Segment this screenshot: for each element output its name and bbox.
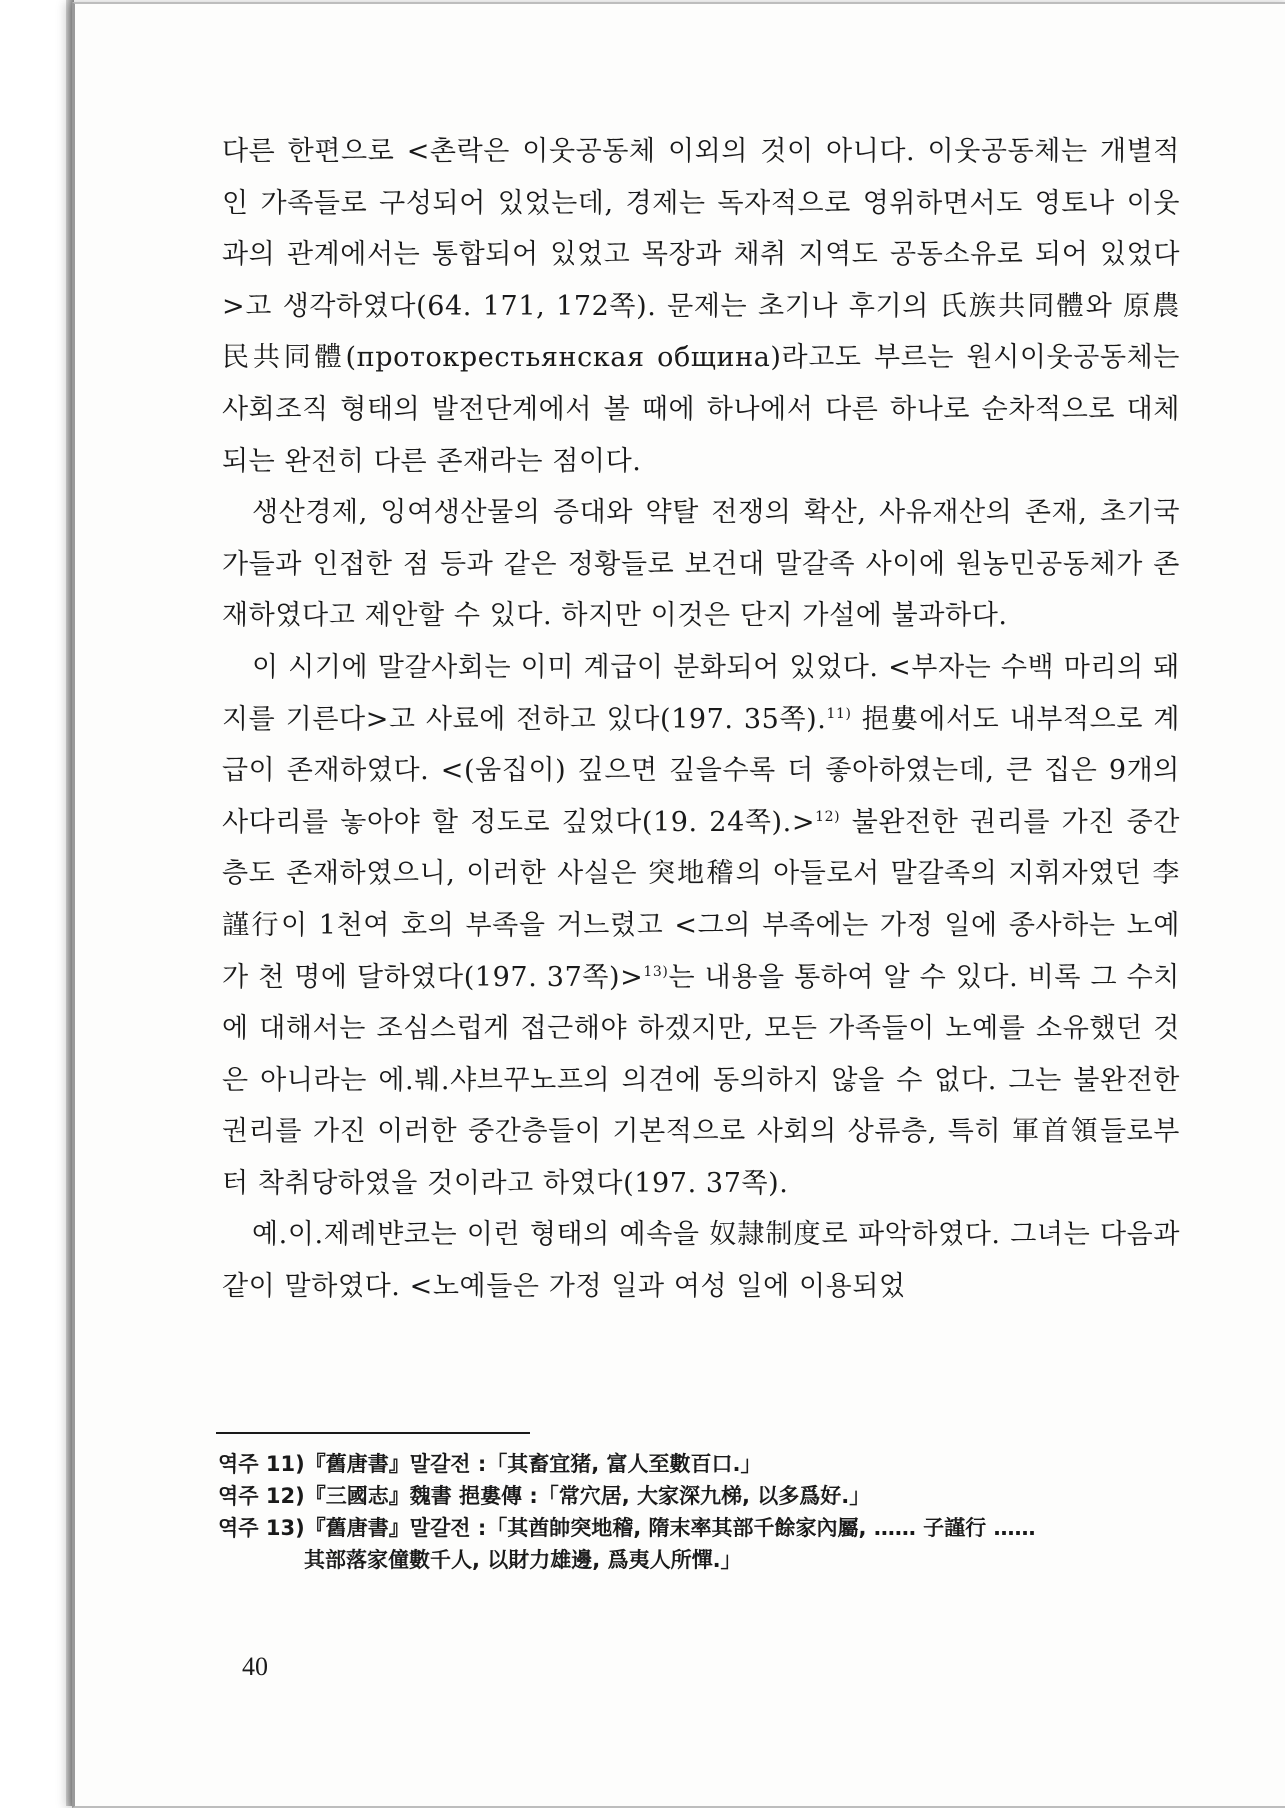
footnote-text: 역주 11)『舊唐書』말갈전 :「其畜宜猪, 富人至數百口.」: [218, 1452, 762, 1476]
footnote: [218, 1448, 1198, 1480]
paragraph-text: 는 내용을 통하여 알 수 있다. 비록 그 수치에 대해서는 조심스럽게 접근해야 하겠지만, 모든 가족들이 노예를 소유했던 것은 아니라는 에.붸.샤브꾸노프의 의견에 동의하지 않을 수 없다. 그는 불완전한 권리를 가진 이러한 중간층들이 기본적으로 사회의 상류층, 특히 軍首領들로부터 착취당하였을 것이라고 하였다(197. 37쪽).: [222, 961, 1180, 1199]
footnote-reference: 13): [643, 963, 669, 980]
footnote-reference: 11): [826, 705, 852, 722]
footnote-text: 역주 13)『舊唐書』말갈전 :「其酋帥突地稽, 隋末率其部千餘家內屬, …… 子謹行 ……: [218, 1516, 1036, 1540]
paragraph-text: 예.이.제례뱐코는 이런 형태의 예속을 奴隷制度로 파악하였다. 그녀는 다음과 같이 말하였다. <노예들은 가정 일과 여성 일에 이용되었: [222, 1219, 1180, 1303]
footnote-text: 역주 12)『三國志』魏書 挹婁傳 :「常穴居, 大家深九梯, 以多爲好.」: [218, 1484, 871, 1508]
footnote: [218, 1512, 1198, 1576]
paragraph: [222, 487, 1180, 642]
paragraph: [222, 1209, 1180, 1312]
paragraph-text: 이 시기에 말갈사회는 이미 계급이 분화되어 있었다. <부자는 수백 마리의 돼지를 기른다>고 사료에 전하고 있다(197. 35쪽).: [222, 651, 1180, 735]
footnote-continuation: 其部落家僮數千人, 以財力雄邊, 爲夷人所憚.」: [304, 1548, 742, 1572]
paragraph: [222, 642, 1180, 1210]
paragraph: [222, 126, 1180, 487]
footnote-reference: 12): [815, 808, 841, 825]
paragraph-text: 불완전한 권리를 가진 중간층도 존재하였으니, 이러한 사실은 突地稽의 아들로서 말갈족의 지휘자였던 李謹行이 1천여 호의 부족을 거느렸고 <그의 부족에는 가정 일에 종사하는 노예가 천 명에 달하였다(197. 37쪽)>: [222, 806, 1180, 993]
body-text: [222, 126, 1180, 1313]
footnote-divider: [216, 1432, 530, 1434]
paragraph-text: 생산경제, 잉여생산물의 증대와 약탈 전쟁의 확산, 사유재산의 존재, 초기국가들과 인접한 점 등과 같은 정황들로 보건대 말갈족 사이에 원농민공동체가 존재하였다고 제안할 수 있다. 하지만 이것은 단지 가설에 불과하다.: [222, 497, 1180, 632]
paragraph-text: 挹婁에서도 내부적으로 계급이 존재하였다. <(움집이) 깊으면 깊을수록 더 좋아하였는데, 큰 집은 9개의 사다리를 놓아야 할 정도로 깊었다(19. 24쪽).>: [222, 703, 1181, 838]
footnote: [218, 1480, 1198, 1512]
paragraph-text: 다른 한편으로 <촌락은 이웃공동체 이외의 것이 아니다. 이웃공동체는 개별적인 가족들로 구성되어 있었는데, 경제는 독자적으로 영위하면서도 영토나 이웃과의 관계에서는 통합되어 있었고 목장과 채취 지역도 공동소유로 되어 있었다>고 생각하였다(64. 171, 172쪽). 문제는 초기나 후기의 氏族共同體와 原農民共同體(протокрестьянская община)라고도 부르는 원시이웃공동체는 사회조직 형태의 발전단계에서 볼 때에 하나에서 다른 하나로 순차적으로 대체되는 완전히 다른 존재라는 점이다.: [222, 136, 1180, 477]
footnotes: [218, 1448, 1198, 1576]
page-number: 40: [242, 1652, 268, 1681]
